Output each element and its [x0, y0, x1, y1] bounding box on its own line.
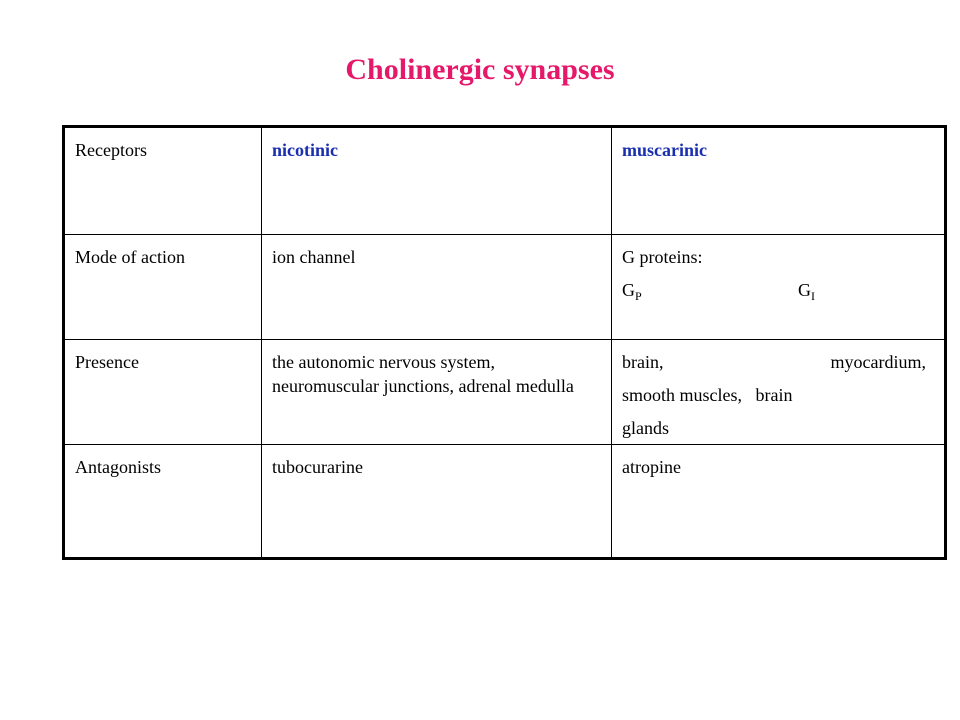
gp-subscript: P: [635, 289, 642, 303]
receptors-label: Receptors: [75, 140, 147, 160]
gp-base: G: [622, 280, 635, 300]
presence-brain: brain,: [622, 352, 664, 372]
table-row-mode-of-action: [64, 235, 946, 340]
gi-label: [798, 278, 815, 302]
presence-muscarinic-line1: [622, 350, 934, 374]
antagonists-nicotinic-value: tubocurarine: [272, 457, 363, 477]
presence-muscarinic-line2: smooth muscles, brain: [622, 385, 793, 405]
presence-nicotinic-cell: [262, 340, 612, 445]
gi-subscript: I: [811, 289, 815, 303]
mode-muscarinic-cell: [612, 235, 946, 340]
antagonists-label: Antagonists: [75, 457, 162, 477]
presence-myocardium: myocardium,: [830, 352, 926, 372]
antagonists-muscarinic-cell: [612, 445, 946, 559]
presence-label: Presence: [75, 352, 139, 372]
presence-muscarinic-cell: [612, 340, 946, 445]
page-title: Cholinergic synapses: [345, 53, 615, 86]
antagonists-nicotinic-cell: [262, 445, 612, 559]
gi-base: G: [798, 280, 811, 300]
antagonists-label-cell: [64, 445, 262, 559]
presence-muscarinic-line3: glands: [622, 418, 669, 438]
nicotinic-header: nicotinic: [272, 140, 338, 160]
mode-label: Mode of action: [75, 247, 185, 267]
header-cell-muscarinic: [612, 127, 946, 235]
table-row-presence: [64, 340, 946, 445]
mode-nicotinic-cell: [262, 235, 612, 340]
muscarinic-header: muscarinic: [622, 140, 707, 160]
presence-nicotinic-value: the autonomic nervous system, neuromuscular junctions, adrenal medulla: [272, 352, 574, 396]
gp-label: [622, 278, 798, 302]
g-proteins-label: G proteins:: [622, 247, 703, 267]
mode-label-cell: [64, 235, 262, 340]
mode-nicotinic-value: ion channel: [272, 247, 356, 267]
table-row-antagonists: [64, 445, 946, 559]
table-row-header: [64, 127, 946, 235]
header-cell-nicotinic: [262, 127, 612, 235]
antagonists-muscarinic-value: atropine: [622, 457, 681, 477]
g-protein-types: [622, 278, 934, 302]
header-cell-receptors: [64, 127, 262, 235]
presence-label-cell: [64, 340, 262, 445]
receptor-table: [62, 125, 947, 560]
